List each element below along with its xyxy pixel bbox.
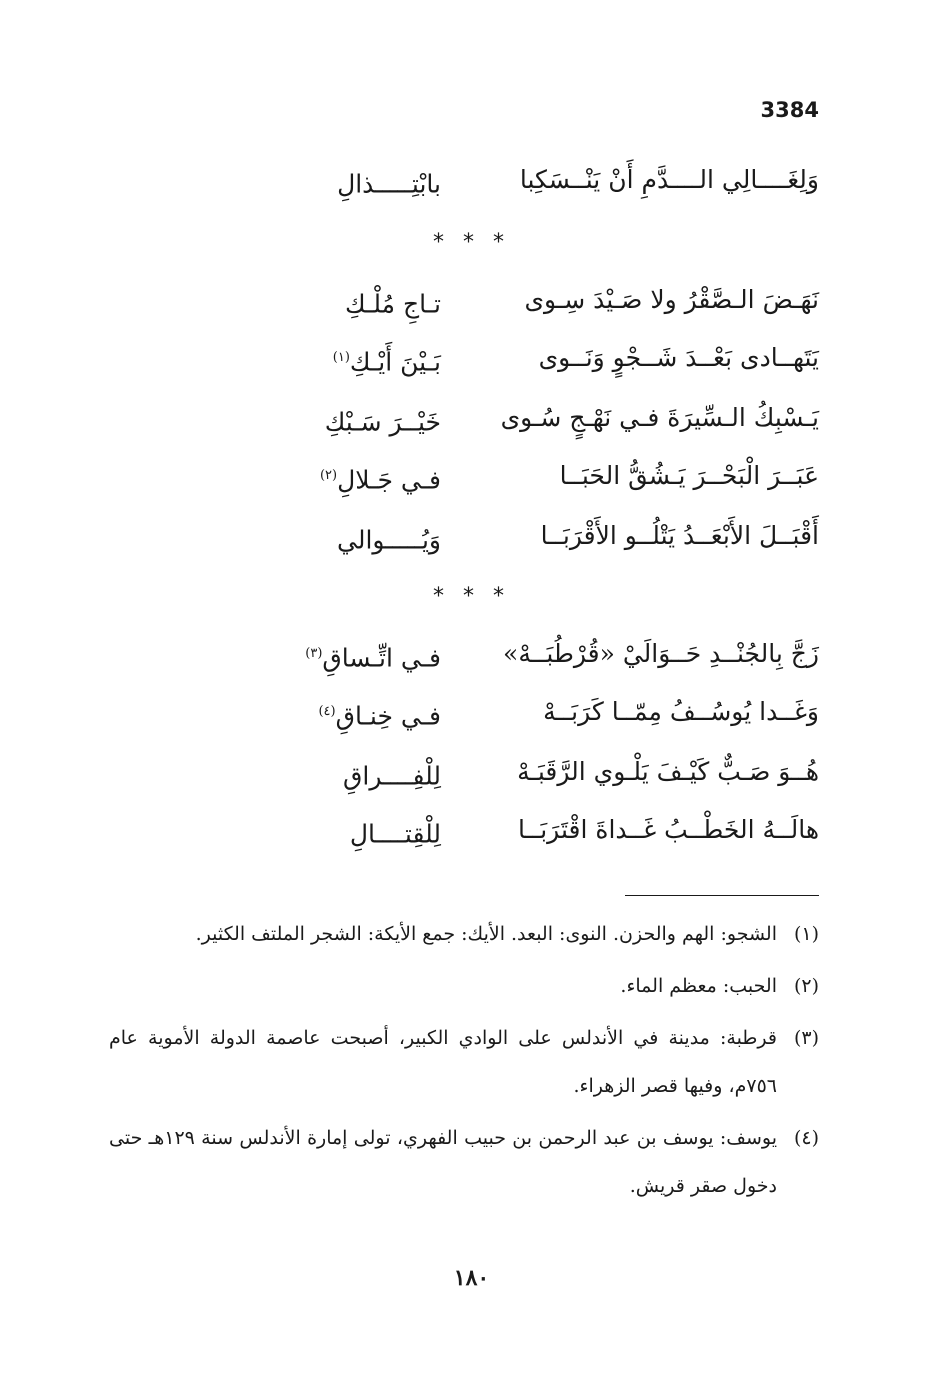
verse-line <box>299 338 819 378</box>
verse-line <box>299 634 819 674</box>
verse-first-hemistich: زَجَّ بِالجُنْــدِ حَــوَالَيْ «قُرْطُبَــهْ» <box>503 639 819 668</box>
footnote <box>109 962 819 1010</box>
footnote-text: يوسف: يوسف بن عبد الرحمن بن حبيب الفهري، تولى إمارة الأندلس سنة ١٢٩هـ حتى دخول صقر قريش. <box>109 1127 777 1197</box>
footnote-text: الحبب: معظم الماء. <box>620 975 777 997</box>
verse-first-hemistich: وَلِغَــــالِي الــــدَّمِ أَنْ يَنْــسَكِبا <box>519 165 819 194</box>
verse-first-hemistich: نَهَـضَ الـصَّقْرُ ولا صَـيْدَ سِـوى <box>524 285 819 314</box>
verse-line <box>299 160 819 200</box>
footnote-number: (٤) <box>793 1127 819 1149</box>
footnote-marker: (٢) <box>319 468 338 483</box>
verse-first-hemistich: أَقْبَــلَ الأَبْعَــدُ يَتْلُــو الأَقْرَبَــا <box>540 521 819 550</box>
verse-line <box>299 398 819 438</box>
verse-line <box>299 692 819 732</box>
footnote-number: (٣) <box>793 1027 819 1049</box>
verse-first-hemistich: يَتَهــادى بَعْــدَ شَــجْوٍ وَنَــوى <box>538 343 819 372</box>
verse-line <box>299 280 819 320</box>
footnote-text: قرطبة: مدينة في الأندلس على الوادي الكبير، أصبحت عاصمة الدولة الأموية عام ٧٥٦م، وفيها قصر الزهراء. <box>109 1027 777 1097</box>
verse-second-hemistich: فـي خِنـاقِ$^{(٤)}$ <box>318 701 441 731</box>
verse-line <box>299 516 819 556</box>
footnote-number: (١) <box>793 923 819 945</box>
verse-second-hemistich: فـي جَـلالِ$^{(٢)}$ <box>319 465 441 495</box>
verse-line <box>299 752 819 792</box>
footnote <box>109 1114 819 1210</box>
verse-second-hemistich: فـي اتِّـساقِ$^{(٣)}$ <box>305 643 441 673</box>
verse-second-hemistich: بابْتِـــــذالِ <box>337 169 441 199</box>
verse-second-hemistich: خَيْــرَ سَـبْكِ <box>324 407 441 437</box>
footnote-marker: (٣) <box>305 646 323 661</box>
footnote <box>109 1014 819 1110</box>
footnote <box>109 910 819 958</box>
verse-first-hemistich: هُــوَ صَـبٌّ كَيْـفَ يَلْـوي الرَّقَبَـهْ <box>517 757 819 786</box>
section-separator: * * * <box>433 584 510 609</box>
verse-second-hemistich: لِلْقِتــــالِ <box>349 819 441 849</box>
reference-number: 3384 <box>760 98 819 122</box>
verse-first-hemistich: هالَــهُ الخَطْــبُ غَــداةَ اقْتَرَبَــا <box>517 815 819 844</box>
verse-second-hemistich: لِلْفِــــراقِ <box>343 761 441 791</box>
verse-line <box>299 456 819 496</box>
verse-first-hemistich: عَبَــرَ الْبَحْــرَ يَـشُقُّ الحَبَــا <box>559 461 819 490</box>
footnote-number: (٢) <box>793 975 819 997</box>
verse-second-hemistich: وَيُـــــوالي <box>337 525 441 555</box>
verse-first-hemistich: وَغَــدا يُوسُــفُ مِمّــا كَرَبَــهْ <box>543 697 819 726</box>
verse-first-hemistich: يَـسْبِكُ الـسِّيرَةَ فـي نَهْـجٍ سُـوى <box>500 403 819 432</box>
footnote-divider <box>625 895 819 896</box>
verse-second-hemistich: تـاجِ مُلْـكِ <box>344 289 441 319</box>
footnote-marker: (٤) <box>318 704 336 719</box>
footnote-marker: (١) <box>332 350 350 365</box>
page-number: ١٨٠ <box>453 1265 490 1291</box>
verse-second-hemistich: بَـيْنَ أَيْـكِ$^{(١)}$ <box>332 347 441 377</box>
footnotes <box>109 910 819 1214</box>
verse-line <box>299 810 819 850</box>
footnote-text: الشجو: الهم والحزن. النوى: البعد. الأيك: جمع الأيكة: الشجر الملتف الكثير. <box>195 923 777 945</box>
section-separator: * * * <box>433 230 510 255</box>
